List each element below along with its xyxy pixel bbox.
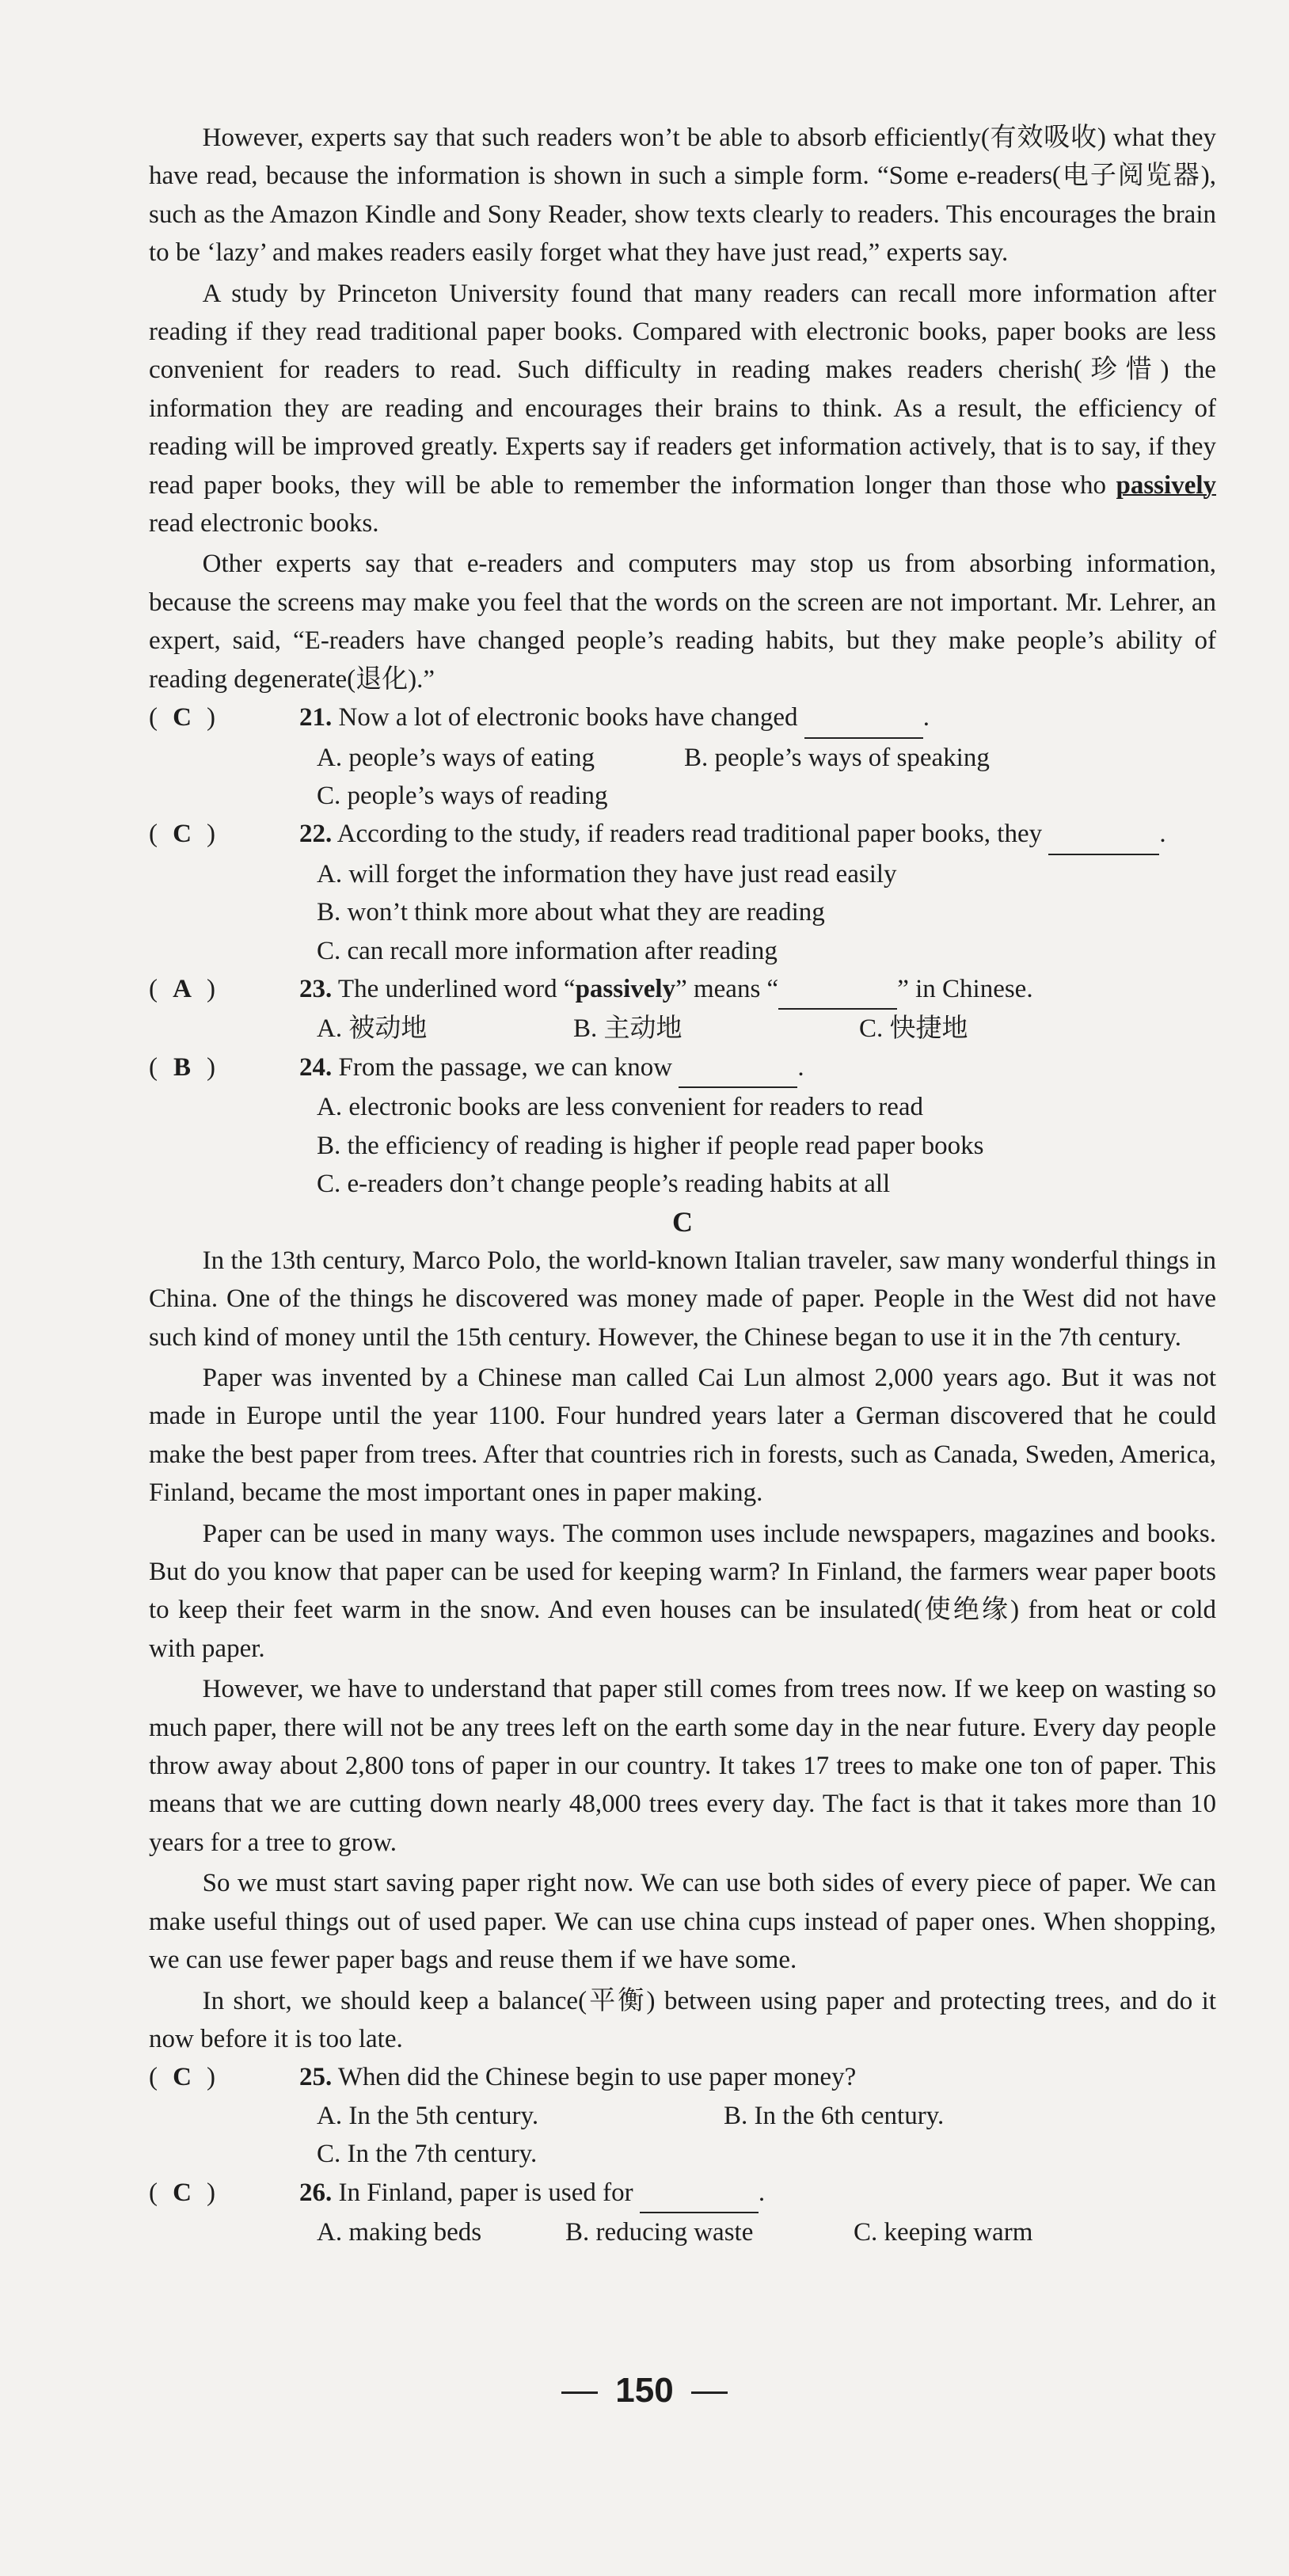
question-stem: From the passage, we can know [338,1052,673,1082]
answer-letter: C [173,820,192,849]
question-number: 21. [299,703,333,732]
question-stem: Now a lot of electronic books have changed [338,703,798,732]
passage-c-paragraph-1: In the 13th century, Marco Polo, the world-known Italian traveler, saw many wonderful things in China. One of the things he discovered was money made of paper. People in the West did not have such kind of money until the 15th century. However, the Chinese began to use it in the 7th century. [149,1246,1216,1352]
answer-letter: C [173,2178,192,2207]
question-number: 22. [299,820,333,849]
question-22 [149,815,1216,970]
answer-blank [1048,815,1159,854]
question-number: 26. [299,2178,333,2207]
answer-letter: B [173,1052,191,1082]
answer-blank [804,698,923,738]
question-stem-middle: ” means “ [675,974,779,1003]
page-number [0,2372,1289,2410]
option-c: C. 快捷地 [859,1014,968,1044]
option-b: B. 主动地 [573,1014,683,1044]
option-c: C. people’s ways of reading [317,781,608,810]
option-c: C. can recall more information after reading [317,936,778,965]
answer-blank [679,1048,797,1088]
question-end: . [758,2178,766,2207]
question-stem: According to the study, if readers read traditional paper books, they [337,820,1043,849]
passage-c-paragraph-3: Paper can be used in many ways. The common uses include newspapers, magazines and books. But do you know that paper can be used for keeping warm? In Finland, the farmers wear paper boots to keep their feet warm in the snow. And even houses can be insulated(使绝缘) from heat or cold with paper. [149,1519,1216,1663]
option-b: B. won’t think more about what they are reading [317,898,825,927]
option-c: C. In the 7th century. [317,2140,538,2169]
option-a: A. 被动地 [317,1014,428,1044]
answer-letter: C [173,2063,192,2092]
option-b: B. In the 6th century. [724,2101,945,2130]
option-a: A. making beds [317,2217,482,2247]
option-a: A. electronic books are less convenient for readers to read [317,1093,924,1122]
question-21 [149,698,1216,815]
answer-letter: A [173,974,192,1003]
quoted-word: passively [575,974,676,1003]
passage-b-paragraph-3: Other experts say that e-readers and computers may stop us from absorbing information, because the screens may make you feel that the words on the screen are not important. Mr. Lehrer, an expert, said, “E-readers have changed people’s reading habits, but they make people’s ability of reading degenerate(退化).” [149,550,1216,694]
question-26 [149,2174,1216,2252]
passage-b-paragraph-1: However, experts say that such readers won’t be able to absorb efficiently(有效吸收) what they have read, because the information is shown in such a simple form. “Some e-readers(电子阅览器), such as the Amazon Kindle and Sony Reader, show texts clearly to readers. This encourages the brain to be ‘lazy’ and makes readers easily forget what they have just read,” experts say. [149,124,1216,268]
question-stem-end: ” in Chinese. [897,974,1033,1003]
question-stem: In Finland, paper is used for [338,2178,633,2207]
passage-c-paragraph-6: In short, we should keep a balance(平衡) between using paper and protecting trees, and do it now before it is too late. [149,1986,1216,2053]
passage-b-paragraph-2 [149,275,1216,543]
question-24 [149,1048,1216,1204]
passage-b-paragraph-2-text: A study by Princeton University found that many readers can recall more information after reading if they read traditional paper books. Compared with electronic books, paper books are less convenient for readers to read. Such difficulty in reading makes readers cherish(珍惜) the information they are reading and encourages their brains to think. As a result, the efficiency of reading will be improved greatly. Experts say if readers get information actively, that is to say, if they read paper books, they will be able to remember the information longer than those who [149,279,1216,500]
answer-blank [778,970,897,1010]
answer-blank [640,2174,759,2213]
section-heading: C [672,1206,693,1239]
question-number: 23. [299,974,333,1003]
question-end: . [797,1052,804,1082]
option-a: A. will forget the information they have just read easily [317,859,897,888]
option-b: B. people’s ways of speaking [684,743,990,772]
answer-bracket: ( A ) [149,970,299,1008]
option-c: C. keeping warm [854,2217,1033,2247]
passage-c-paragraph-4: However, we have to understand that paper still comes from trees now. If we keep on wasting so much paper, there will not be any trees left on the earth some day in the near future. Every day people throw away about 2,800 tons of paper in our country. It takes 17 trees to make one ton of paper. This means that we are cutting down nearly 48,000 trees every day. The fact is that it takes more than 10 years for a tree to grow. [149,1675,1216,1857]
option-a: A. people’s ways of eating [317,743,595,772]
question-end: . [922,703,930,732]
passage-b-paragraph-2-end: read electronic books. [149,509,379,538]
page-number-dash-left [561,2391,598,2394]
option-b: B. the efficiency of reading is higher if people read paper books [317,1131,984,1160]
option-a: A. In the 5th century. [317,2101,539,2130]
question-end: . [1159,820,1166,849]
question-25 [149,2058,1216,2173]
question-number: 24. [299,1052,333,1082]
passage-c-paragraph-5: So we must start saving paper right now. We can use both sides of every piece of paper. We can make useful things out of used paper. We can use china cups instead of paper ones. When shopping, we can use fewer paper bags and reuse them if we have some. [149,1869,1216,1975]
answer-bracket: ( B ) [149,1048,299,1086]
underlined-word: passively [1116,470,1217,500]
answer-bracket: ( C ) [149,2058,299,2096]
answer-bracket: ( C ) [149,2174,299,2212]
answer-letter: C [173,703,192,732]
option-c: C. e-readers don’t change people’s reading habits at all [317,1169,891,1198]
passage-c-paragraph-2: Paper was invented by a Chinese man called Cai Lun almost 2,000 years ago. But it was not made in Europe until the year 1100. Four hundred years later a German discovered that he could make the best paper from trees. After that countries rich in forests, such as Canada, Sweden, America, Finland, became the most important ones in paper making. [149,1364,1216,1508]
question-23 [149,970,1216,1048]
question-number: 25. [299,2063,333,2092]
answer-bracket: ( C ) [149,698,299,736]
option-b: B. reducing waste [565,2217,754,2247]
question-stem: When did the Chinese begin to use paper money? [337,2063,857,2092]
page-number-dash-right [691,2391,728,2394]
answer-bracket: ( C ) [149,815,299,853]
question-stem: The underlined word “ [337,974,576,1003]
page-number-value: 150 [615,2371,674,2410]
